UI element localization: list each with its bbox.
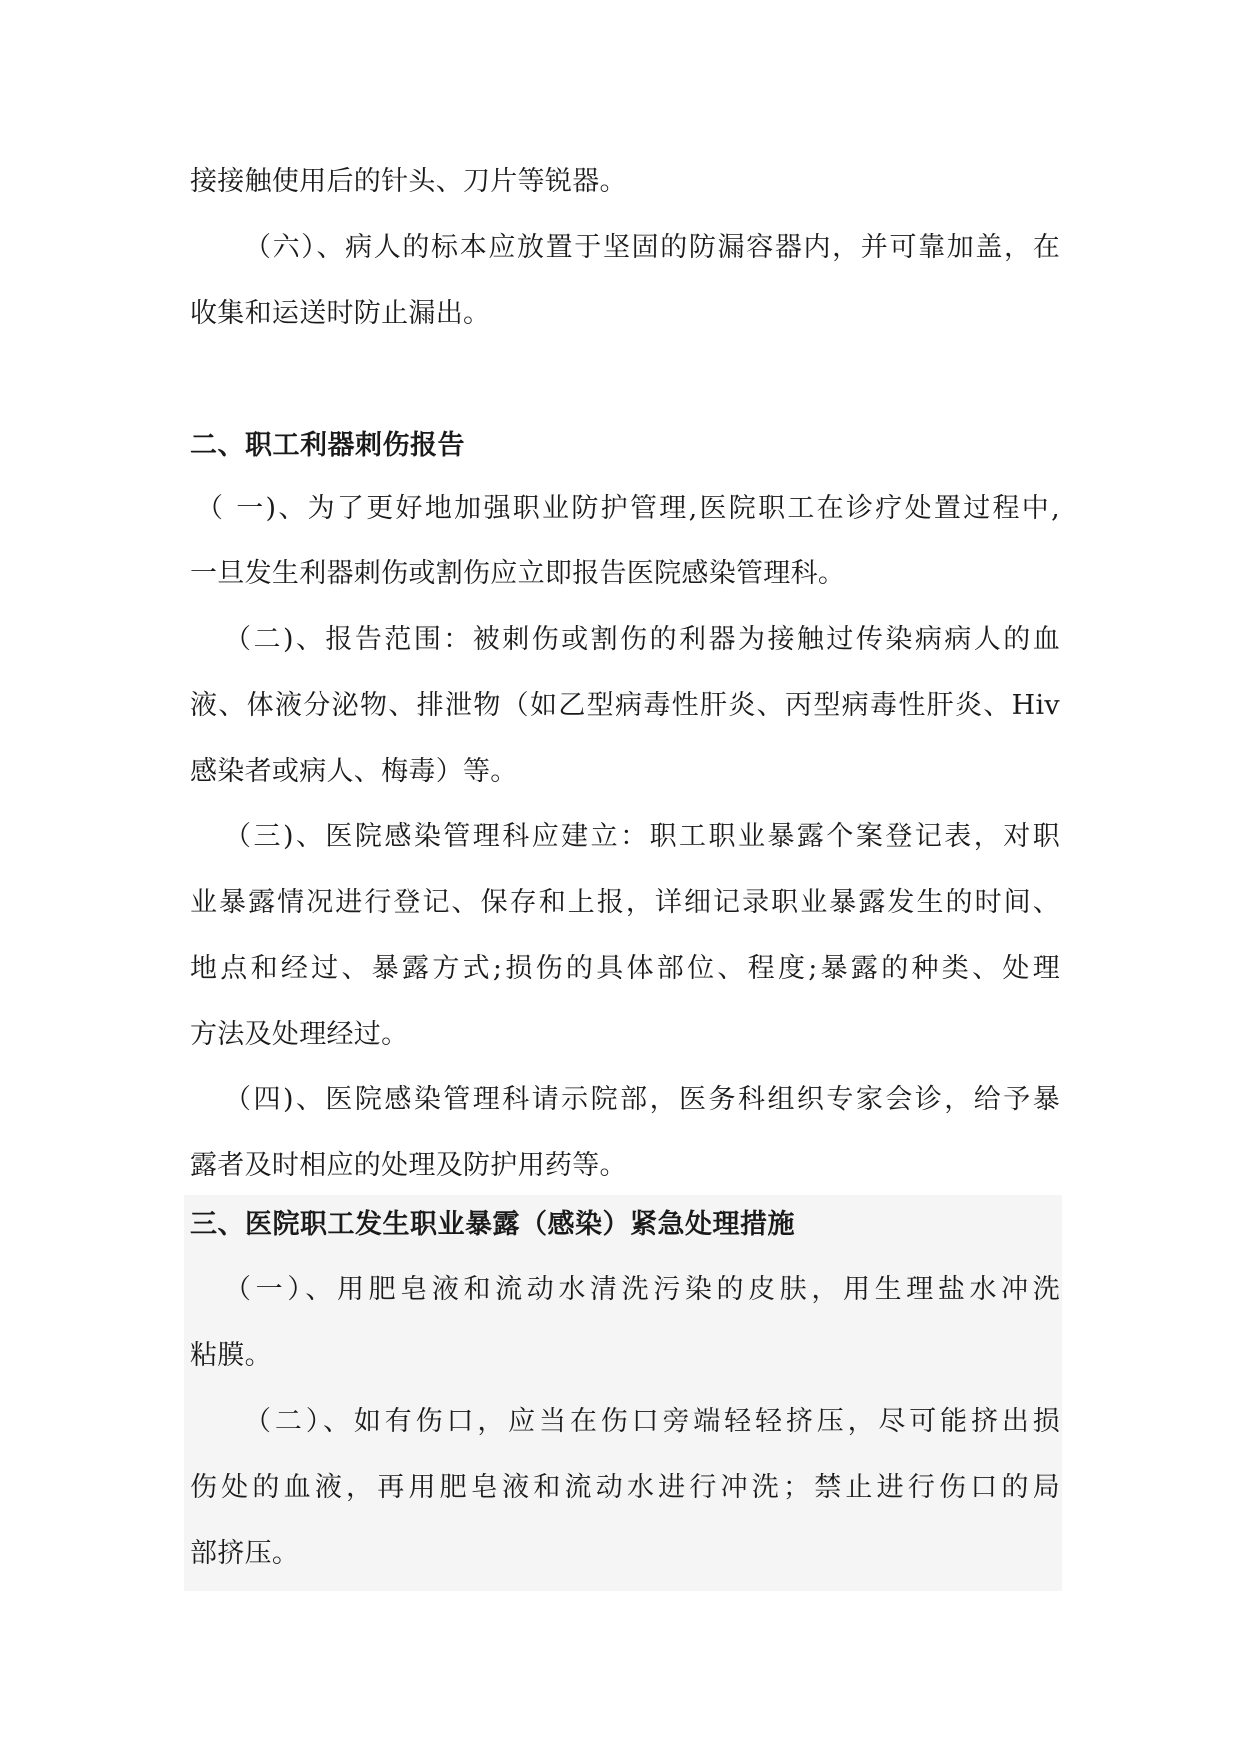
section-three-item-one-line-1: （一）、用肥皂液和流动水清洗污染的皮肤，用生理盐水冲洗 <box>224 1274 1060 1305</box>
continuation-line: 接接触使用后的针头、刀片等锐器。 <box>190 166 627 197</box>
item-six-line-2: 收集和运送时防止漏出。 <box>190 298 491 329</box>
section-two-item-three-line-3: 地点和经过、暴露方式;损伤的具体部位、程度;暴露的种类、处理 <box>190 953 1060 984</box>
section-two-item-one-line-1: （ 一)、为了更好地加强职业防护管理,医院职工在诊疗处置过程中, <box>196 493 1060 524</box>
section-two-item-four-line-1: （四)、医院感染管理科请示院部，医务科组织专家会诊，给予暴 <box>224 1084 1060 1115</box>
section-two-heading: 二、职工利器刺伤报告 <box>190 430 465 461</box>
section-three-item-two-line-3: 部挤压。 <box>190 1538 300 1569</box>
section-two-item-two-line-3: 感染者或病人、梅毒）等。 <box>190 756 518 787</box>
section-two-item-two-line-1: （二)、报告范围：被刺伤或割伤的利器为接触过传染病病人的血 <box>224 624 1060 655</box>
section-three-item-two-line-1: （二）、如有伤口，应当在伤口旁端轻轻挤压，尽可能挤出损 <box>244 1406 1060 1437</box>
section-two-item-three-line-4: 方法及处理经过。 <box>190 1019 409 1050</box>
section-two-item-three-line-1: （三)、医院感染管理科应建立：职工职业暴露个案登记表，对职 <box>224 821 1060 852</box>
section-three-item-two-line-2: 伤处的血液，再用肥皂液和流动水进行冲洗；禁止进行伤口的局 <box>190 1472 1060 1503</box>
section-three-heading: 三、医院职工发生职业暴露（感染）紧急处理措施 <box>190 1209 795 1240</box>
item-six-line-1: （六）、病人的标本应放置于坚固的防漏容器内，并可靠加盖，在 <box>244 232 1060 263</box>
section-three-item-one-line-2: 粘膜。 <box>190 1340 272 1371</box>
section-two-item-two-line-2: 液、体液分泌物、排泄物（如乙型病毒性肝炎、丙型病毒性肝炎、Hiv <box>190 690 1060 721</box>
section-two-item-one-line-2: 一旦发生利器刺伤或割伤应立即报告医院感染管理科。 <box>190 558 846 589</box>
shaded-section-background <box>184 1195 1062 1591</box>
section-two-item-three-line-2: 业暴露情况进行登记、保存和上报，详细记录职业暴露发生的时间、 <box>190 887 1060 918</box>
section-two-item-four-line-2: 露者及时相应的处理及防护用药等。 <box>190 1150 627 1181</box>
